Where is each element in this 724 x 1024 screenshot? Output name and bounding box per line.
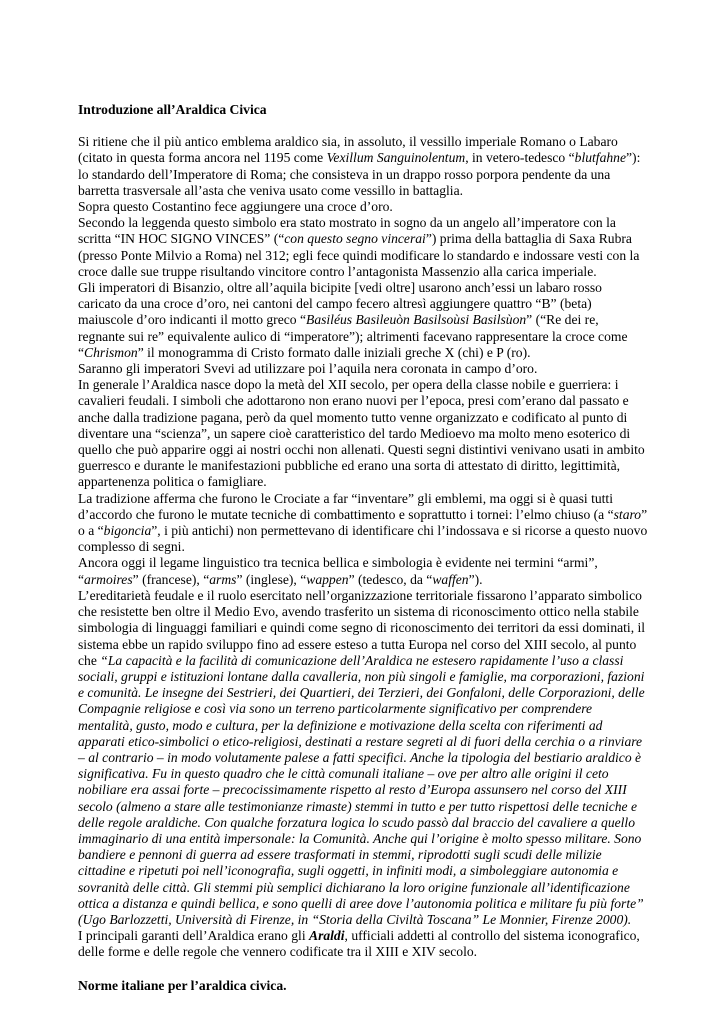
text-span: Secondo la leggenda questo simbolo era stato mostrato in sogno da un angelo all’imperatore con la scritta “IN HOC SIGNO VINCES” (“: [78, 215, 616, 247]
text-span: ” (francese), “: [132, 571, 210, 587]
italic-term: bigoncia: [103, 523, 152, 539]
paragraph-svevi: Saranno gli imperatori Svevi ad utilizzare poi l’aquila nera coronata in campo d’oro.: [78, 361, 538, 377]
paragraph-crociate: [78, 491, 648, 556]
italic-term: Basiléus Basileuòn Basilsoùsi Basilsùon: [306, 312, 527, 328]
text-span: Ancora oggi il legame linguistico tra tecnica bellica e simbologia è evidente nei termini “armi”, “: [78, 555, 598, 587]
text-span: ”): lo standardo dell’Imperatore di Roma; che consisteva in un drappo rosso porpora pendente da una barretta trasversale all’asta che veniva usato come vessillo in battaglia.: [78, 150, 641, 198]
text-span: Si ritiene che il più antico emblema araldico sia, in assoluto, il vessillo imperiale Romano o Labaro (citato in questa forma ancora nel 1195 come: [78, 134, 618, 166]
paragraph-origini: In generale l’Araldica nasce dopo la metà del XII secolo, per opera della classe nobile e guerriera: i cavalieri feudali. I simboli che adottarono non erano nuovi per l’epoca, presi com’erano dal passato e anche dalla tradizione pagana, però da quel momento tutto venne organizzato e codificato al punto di diventare una “scienza”, un sapere cioè caratteristico del tardo Medioevo ma molto meno esoterico di quello che può apparire oggi ai nostri occhi non allenati. Questi segni distintivi venivano usati in ambito guerresco e durante le manifestazioni pubbliche ed erano una sorta di attestato di diritto, legittimità, appartenenza politica o famigliare.: [78, 377, 645, 490]
paragraph-ereditarieta: [78, 588, 648, 928]
text-span: L’ereditarietà feudale e il ruolo esercitato nell’organizzazione territoriale fissarono l’apparato simbolico che resistette ben oltre il Medio Evo, avendo trasferito un sistema di riconoscimento ottico nella stabile simbologia di linguaggi familiari e quindi come segno di riconoscimento dei territori da essi dominati, il sistema ebbe un rapido sviluppo fino ad essere esteso a tutta Europa nel corso del XIII secolo, al punto che: [78, 587, 646, 668]
document-page: [78, 96, 648, 994]
italic-term: staro: [613, 506, 642, 522]
text-span: ” o a “: [78, 506, 648, 539]
text-span: ” (tedesco, da “: [348, 571, 433, 587]
text-span: ”) prima della battaglia di Saxa Rubra (presso Ponte Milvio a Roma) nel 312; egli fece quindi modificare lo standardo e indossare vesti con la croce dalle sue truppe risultando vincitore contro l’antagonista Massenzio alla carica imperiale.: [78, 231, 640, 279]
italic-term: Vexillum Sanguinolentum: [326, 150, 466, 166]
text-span: La tradizione afferma che furono le Crociate a far “inventare” gli emblemi, ma oggi si è quasi tutti d’accordo che furono le mutate tecniche di combattimento e soprattutto i tornei: l’elmo chiuso (a “: [78, 490, 614, 522]
text-span: Gli imperatori di Bisanzio, oltre all’aquila bicipite [vedi oltre] usarono anch’essi un labaro rosso caricato da una croce d’oro, nei cantoni del campo fecero altresì aggiungere quattro “B” (beta) maiuscole d’oro indicanti il motto greco “: [78, 280, 602, 328]
bold-italic-term: Araldi: [309, 928, 345, 944]
text-span: ” (inglese), “: [236, 571, 307, 587]
section-heading-norme: Norme italiane per l’araldica civica.: [78, 977, 287, 993]
text-span: I principali garanti dell’Araldica erano gli: [78, 928, 309, 944]
italic-term: Chrismon: [84, 344, 138, 360]
text-span: ” il monogramma di Cristo formato dalle iniziali greche X (chi) e P (ro).: [137, 344, 531, 360]
italic-term: arms: [209, 571, 237, 587]
paragraph-costantino: Sopra questo Costantino fece aggiungere una croce d’oro.: [78, 199, 393, 215]
italic-quotation: “La capacità e la facilità di comunicazione dell’Araldica ne estesero rapidamente l’uso a classi sociali, gruppi e istituzioni lontane dalla cavalleria, non più singoli e famiglie, ma corporazioni, fazioni e comunità. Le insegne dei Sestrieri, dei Quartieri, dei Terzieri, dei Gonfaloni, delle Corporazioni, delle Compagnie religiose e così via sono un terreno particolarmente significativo per comprendere mentalità, gusto, modo e cultura, per la definizione e motivazione della scelta con riferimenti ad apparati etico-simbolici o etico-religiosi, destinati a restare segreti al di fuori della cerchia o a rinviare – al contrario – in modo volutamente palese a fatti specifici. Anche la tipologia del bestiario araldico è significativa. Fu in questo quadro che le città comunali italiane – ove per altro alle origini il ceto nobiliare era assai forte – precocissimamente rispetto al resto d’Europa assunsero nel corso del XIII secolo (almeno a stare alle testimonianze rimaste) stemmi in tutto e per tutto rispettosi delle tecniche e delle regole araldiche. Con qualche forzatura logica lo scudo passò dal braccio del cavaliere a quello immaginario di una entità impersonale: la Comunità. Anche qui l’origine è molto spesso militare. Sono bandiere e pennoni di guerra ad essere trasformati in stemmi, riprodotti sugli scudi delle milizie cittadine e ripetuti poi nell’iconografia, sugli oggetti, in infiniti modi, a simboleggiare autonomia e sovranità delle città. Gli stemmi più semplici dichiarano la loro origine funzionale all’identificazione ottica a distanza e quindi bellica, e sono quelli di aree dove l’autonomia politica e militare fu più forte” (Ugo Barlozzetti, Università di Firenze, in “Storia della Civiltà Toscana” Le Monnier, Firenze 2000).: [78, 652, 645, 927]
paragraph-leggenda: [78, 215, 648, 280]
paragraph-labaro: [78, 134, 648, 199]
italic-term: armoires: [84, 571, 133, 587]
text-span: , ufficiali addetti al controllo del sistema iconografico, delle forme e delle regole che vennero codificate tra il XIII e XIV secolo.: [78, 928, 640, 960]
text-span: ”).: [468, 571, 483, 587]
text-span: ” (“Re dei re, regnante sui re” equivalente aulico di “imperatore”); altrimenti facevano rappresentare la croce come “: [78, 312, 628, 360]
italic-term: wappen: [306, 571, 349, 587]
document-title: Introduzione all’Araldica Civica: [78, 102, 267, 117]
paragraph-araldi: [78, 928, 648, 960]
italic-term: blutfahne: [574, 150, 627, 166]
text-span: , in vetero-tedesco “: [465, 150, 575, 166]
italic-term: waffen: [432, 571, 469, 587]
paragraph-linguistico: [78, 555, 648, 587]
italic-term: con questo segno vincerai: [284, 231, 426, 247]
paragraph-bisanzio: [78, 280, 648, 361]
text-span: ”, i più antichi) non permettevano di identificare chi l’indossava e si ricorse a questo nuovo complesso di segni.: [78, 523, 648, 555]
